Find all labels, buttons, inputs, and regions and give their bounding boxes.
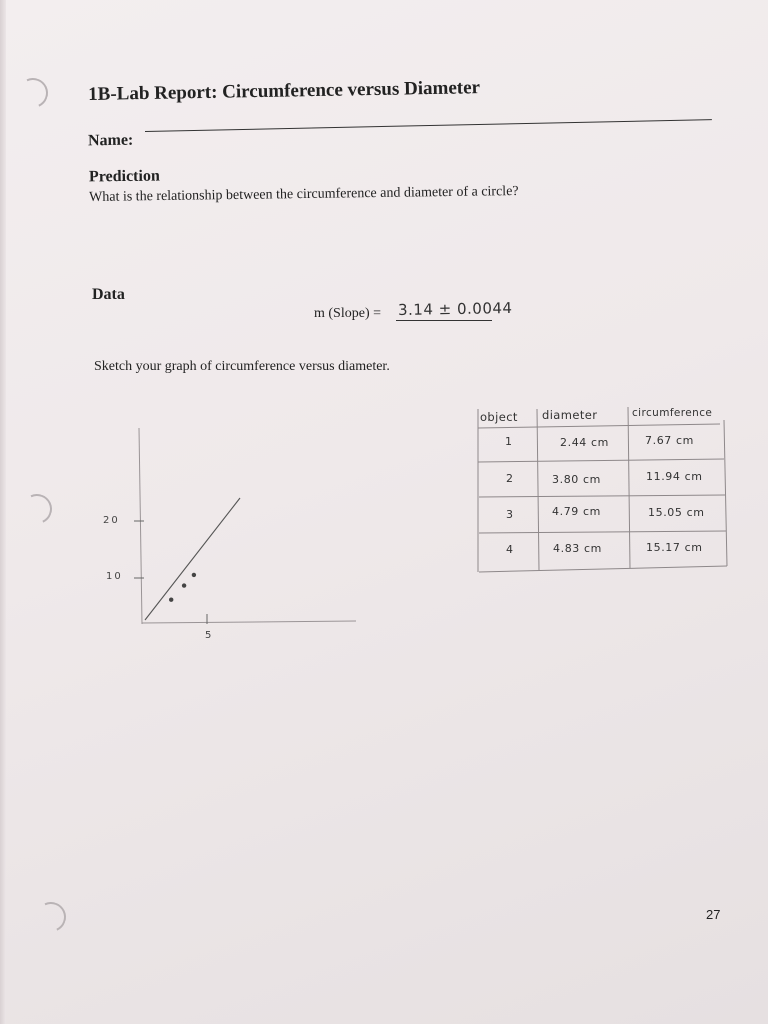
table-cell-object: 2 [506, 472, 514, 485]
x-tick-label-5: 5 [205, 630, 214, 641]
table-cell-object: 1 [505, 435, 513, 448]
table-cell-object: 4 [506, 543, 514, 556]
graph-x-axis [142, 621, 356, 623]
table-cell-diameter: 4.83 cm [553, 542, 602, 555]
table-cell-circumference: 15.05 cm [648, 506, 705, 519]
prediction-question: What is the relationship between the circumference and diameter of a circle? [89, 184, 519, 205]
page-title: 1B-Lab Report: Circumference versus Diameter [88, 77, 481, 105]
data-point-1 [169, 598, 173, 602]
table-cell-circumference: 15.17 cm [646, 541, 703, 554]
table-cell-diameter: 3.80 cm [552, 473, 601, 486]
table-header-diameter: diameter [542, 408, 598, 422]
slope-label: m (Slope) = [314, 306, 381, 321]
name-label: Name: [87, 131, 134, 150]
table-cell-circumference: 11.94 cm [646, 470, 703, 483]
table-header-object: object [480, 410, 518, 424]
trend-line [145, 498, 240, 620]
y-tick-label-20: 20 [103, 515, 120, 526]
data-heading: Data [92, 286, 125, 303]
table-cell-diameter: 2.44 cm [560, 436, 609, 449]
data-points-layer [169, 573, 196, 602]
data-point-3 [192, 573, 196, 577]
data-point-2 [182, 583, 186, 587]
graph-y-axis [139, 428, 142, 624]
table-header-circumference: circumference [632, 407, 713, 419]
table-cell-circumference: 7.67 cm [645, 434, 694, 447]
prediction-heading: Prediction [88, 167, 160, 186]
table-cell-object: 3 [506, 508, 514, 521]
slope-value: 3.14 ± 0.0044 [397, 299, 513, 319]
sketch-instruction: Sketch your graph of circumference versus diameter. [94, 359, 390, 374]
table-cell-diameter: 4.79 cm [552, 505, 601, 518]
page-number: 27 [706, 907, 721, 922]
y-tick-label-10: 10 [106, 571, 123, 582]
